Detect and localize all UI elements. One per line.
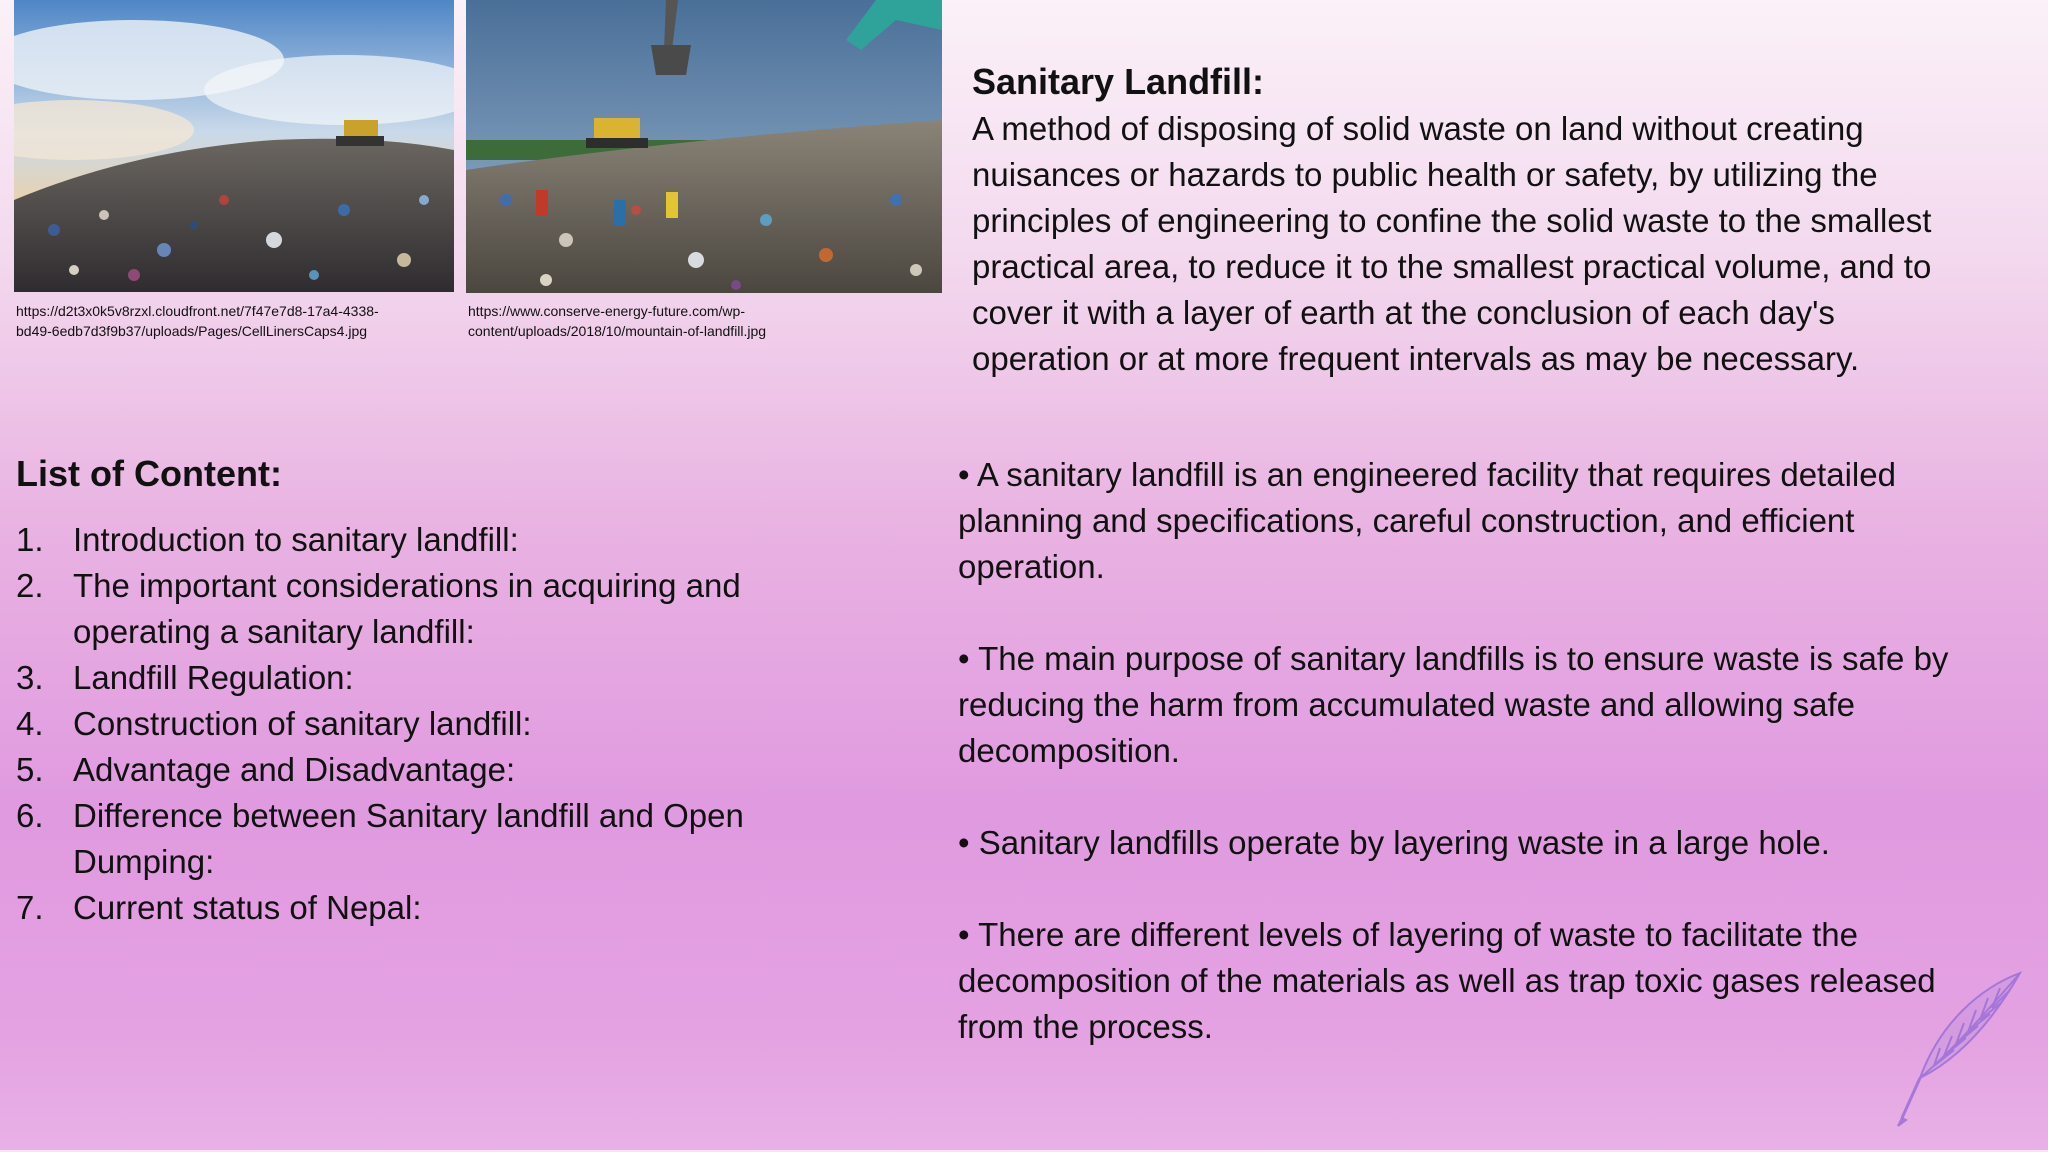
list-item-number: 7. [16, 889, 44, 926]
list-item-number: 4. [16, 705, 44, 742]
list-item-number: 2. [16, 567, 44, 604]
list-item [16, 655, 876, 701]
definition-body: A method of disposing of solid waste on land without creating nuisances or hazards to public health or safety, by utilizing the principles of engineering to confine the solid waste to the smallest practical area, to reduce it to the smallest practical volume, and to cover it with a layer of earth at the conclusion of each day's operation or at more frequent intervals as may be necessary. [972, 110, 1932, 377]
list-item-text: Advantage and Disadvantage: [73, 751, 516, 788]
list-of-content-title: List of Content: [16, 453, 282, 494]
landfill-photo-1 [14, 0, 454, 292]
list-item [16, 563, 876, 655]
list-item-number: 3. [16, 659, 44, 696]
list-item [16, 701, 876, 747]
bullet-point: • The main purpose of sanitary landfills is to ensure waste is safe by reducing the harm from accumulated waste and allowing safe decomposition. [958, 640, 1949, 769]
list-item-number: 1. [16, 521, 44, 558]
quill-feather-icon [1880, 968, 2030, 1128]
bullet-points [958, 452, 1968, 1096]
list-item-text: Construction of sanitary landfill: [73, 705, 532, 742]
list-item-text: Landfill Regulation: [73, 659, 354, 696]
list-item-number: 6. [16, 797, 44, 834]
list-item-text: The important considerations in acquiring and operating a sanitary landfill: [73, 567, 741, 650]
content-list [16, 517, 876, 931]
list-item [16, 885, 876, 931]
definition-title: Sanitary Landfill: [972, 61, 1265, 102]
list-item [16, 793, 876, 885]
bullet-point: • There are different levels of layering of waste to facilitate the decomposition of the materials as well as trap toxic gases released from the process. [958, 916, 1936, 1045]
list-item-text: Introduction to sanitary landfill: [73, 521, 519, 558]
list-item [16, 517, 876, 563]
list-item-text: Current status of Nepal: [73, 889, 422, 926]
landfill-photo-2 [466, 0, 942, 293]
photo-1-source-caption: https://d2t3x0k5v8rzxl.cloudfront.net/7f47e7d8-17a4-4338- bd49-6edb7d3f9b37/uploads/Pages/CellLinersCaps4.jpg [16, 303, 379, 339]
list-item-number: 5. [16, 751, 44, 788]
bullet-point: • Sanitary landfills operate by layering waste in a large hole. [958, 824, 1830, 861]
photo-2-source-caption: https://www.conserve-energy-future.com/wp- content/uploads/2018/10/mountain-of-landfill.jpg [468, 303, 767, 339]
list-item [16, 747, 876, 793]
bullet-point: • A sanitary landfill is an engineered facility that requires detailed planning and specifications, careful construction, and efficient operation. [958, 456, 1896, 585]
list-item-text: Difference between Sanitary landfill and Open Dumping: [73, 797, 744, 880]
